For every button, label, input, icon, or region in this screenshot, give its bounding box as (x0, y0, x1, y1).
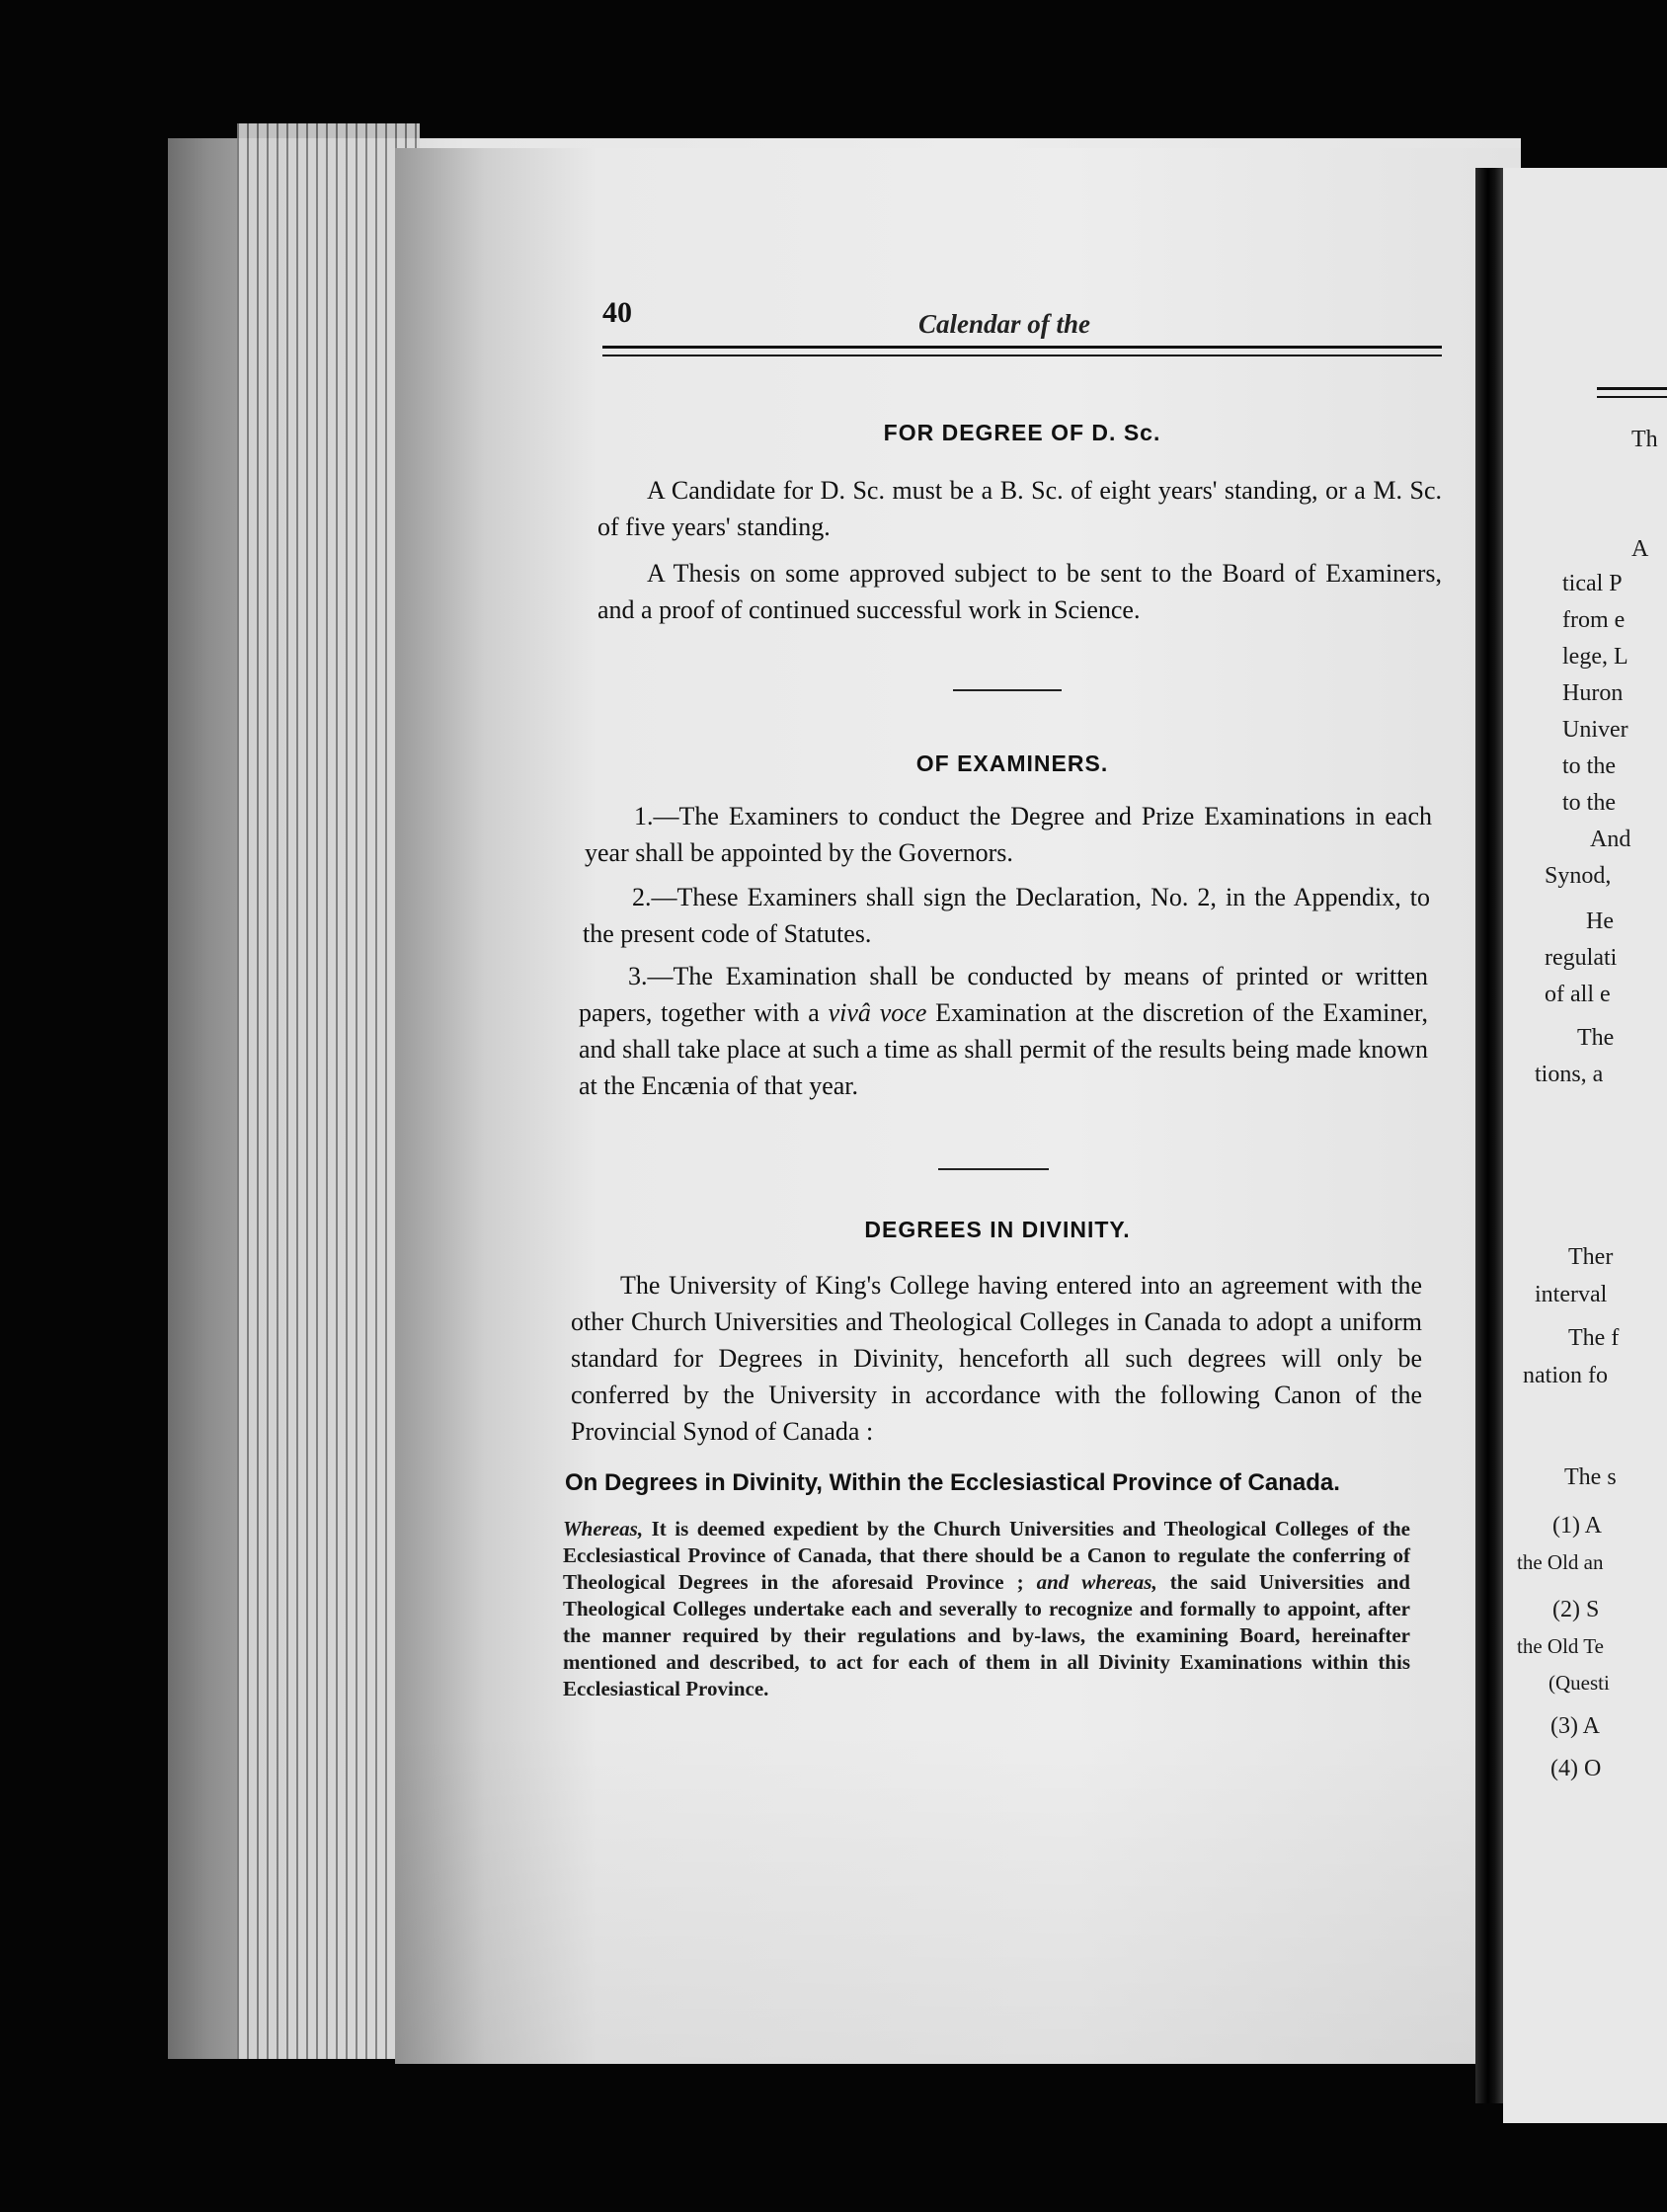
dsc-paragraph-1 (597, 472, 1442, 545)
right-line: (4) O (1550, 1756, 1602, 1781)
dsc-paragraph-2 (597, 555, 1442, 628)
dsc-p1-text: A Candidate for D. Sc. must be a B. Sc. of eight years' standing, or a M. Sc. of five years' standing. (597, 476, 1442, 541)
right-line: And (1590, 827, 1631, 852)
examiners-p3-text-b: Examination at the discretion of the Examiner, and shall take place at such a time as shall permit of the results being made known at the Encænia of that year. (579, 998, 1428, 1100)
canon-whereas-1: Whereas, (563, 1517, 644, 1540)
examiners-paragraph-1 (585, 798, 1432, 871)
section-heading-divinity: DEGREES IN DIVINITY. (864, 1217, 1131, 1242)
right-line: (Questi (1548, 1671, 1610, 1695)
right-header-rule (1597, 387, 1667, 398)
divinity-p1-text: The University of King's College having entered into an agreement with the other Church Universities and Theological Colleges in Canada to adopt a uniform standard for Degrees in Divinity, henceforth all such degrees will only be conferred by the University in accordance with the following Canon of the Provincial Synod of Canada : (571, 1271, 1422, 1446)
page-number: 40 (602, 296, 632, 329)
examiners-p3-text-a: 3.—The Examination shall be conducted by means of printed or written papers, together with a (579, 962, 1428, 1027)
right-line: lege, L (1562, 644, 1628, 670)
section-heading-examiners: OF EXAMINERS. (915, 750, 1109, 776)
examiners-p2-text: 2.—These Examiners shall sign the Declaration, No. 2, in the Appendix, to the present code of Statutes. (583, 883, 1430, 948)
right-line: The (1577, 1025, 1615, 1051)
canon-subheading: On Degrees in Divinity, Within the Ecclesiastical Province of Canada. (565, 1469, 1340, 1496)
examiners-paragraph-2 (583, 879, 1430, 952)
running-title: Calendar of the (918, 309, 1091, 339)
section-divider (938, 1168, 1049, 1170)
right-line: The s (1564, 1464, 1617, 1490)
right-line: Th (1631, 427, 1658, 452)
header-rule (602, 346, 1442, 356)
page-shadow (395, 1728, 1476, 2064)
section-heading-dsc: FOR DEGREE OF D. Sc. (883, 420, 1161, 445)
right-line: tical P (1562, 571, 1623, 596)
book-gutter (1475, 168, 1503, 2103)
canon-text-a: It is deemed expedient by the Church Universities and Theological Colleges of the Ecclesiastical Province of Canada, that there should be a Canon to regulate the conferring of Theological Degrees in the aforesaid Province ; (563, 1517, 1410, 1594)
canon-preamble (563, 1516, 1410, 1702)
examiners-p1-text: 1.—The Examiners to conduct the Degree and Prize Examinations in each year shall be appointed by the Governors. (585, 802, 1432, 867)
canon-text-b: the said Universities and Theological Colleges undertake each and severally to recognize and formally to appoint, after the manner required by their regulations and by-laws, the examining Board, hereinafter mentioned and described, to act for each of them in all Divinity Examinations within this Ecclesiastical Province. (563, 1570, 1410, 1700)
examiners-paragraph-3 (579, 958, 1428, 1104)
right-line: Univer (1562, 717, 1628, 743)
right-line: the Old an (1517, 1550, 1604, 1574)
right-line: to the (1562, 790, 1616, 816)
examiners-p3-emphasis: vivâ voce (828, 998, 927, 1027)
right-line: (2) S (1552, 1597, 1600, 1622)
right-line: to the (1562, 753, 1616, 779)
dsc-p2-text: A Thesis on some approved subject to be sent to the Board of Examiners, and a proof of continued successful work in Science. (597, 559, 1442, 624)
canon-whereas-2: and whereas, (1036, 1570, 1157, 1594)
right-line: interval (1535, 1282, 1608, 1307)
right-line: A (1631, 536, 1649, 562)
right-line: The f (1568, 1325, 1620, 1351)
right-line: Synod, (1545, 863, 1612, 889)
right-line: (1) A (1552, 1513, 1602, 1539)
section-divider (953, 689, 1062, 691)
right-page (1503, 168, 1667, 2123)
right-line: nation fo (1523, 1363, 1608, 1388)
right-line: He (1586, 908, 1614, 934)
right-line: the Old Te (1517, 1634, 1604, 1658)
right-line: Ther (1568, 1244, 1614, 1270)
right-line: Huron (1562, 680, 1624, 706)
divinity-paragraph-1 (571, 1267, 1422, 1450)
right-line: of all e (1545, 982, 1611, 1007)
right-line: from e (1562, 607, 1626, 633)
page-edges (237, 123, 420, 2059)
right-line: (3) A (1550, 1713, 1600, 1739)
right-line: regulati (1545, 945, 1618, 971)
right-line: tions, a (1535, 1062, 1604, 1087)
